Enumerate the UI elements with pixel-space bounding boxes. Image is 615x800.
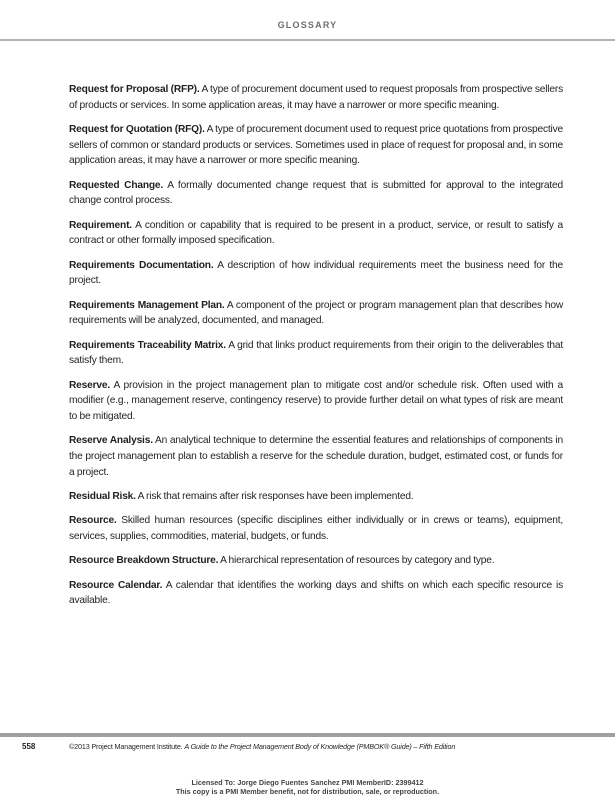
header-divider: [0, 39, 615, 41]
glossary-entry-requirements-documentation: [69, 258, 563, 289]
glossary-entries: [69, 82, 563, 618]
entry-definition: A condition or capability that is required to be present in a product, service, or result to satisfy a contract or other formally imposed specification.: [69, 219, 563, 247]
entry-definition: A type of procurement document used to request price quotations from prospective sellers of common or standard products or services. Sometimes used in place of request for proposal and, in some application areas, it may have a narrower or more specific meaning.: [69, 124, 563, 167]
copyright-notice: ©2013 Project Management Institute.: [69, 742, 183, 751]
entry-definition: A description of how individual requirements meet the business need for the project.: [69, 259, 563, 287]
entry-term: Request for Proposal (RFP).: [69, 84, 200, 95]
glossary-entry-rfp: [69, 82, 563, 113]
glossary-entry-requirements-management-plan: [69, 298, 563, 329]
glossary-entry-requested-change: [69, 178, 563, 209]
glossary-entry-requirement: [69, 218, 563, 249]
entry-definition: A hierarchical representation of resources by category and type.: [220, 555, 495, 567]
entry-definition: A type of procurement document used to request proposals from prospective sellers of products or services. In some application areas, it may have a narrower or more specific meaning.: [69, 84, 563, 111]
entry-term: Reserve.: [69, 379, 111, 391]
entry-term: Requirements Management Plan.: [69, 299, 225, 311]
entry-definition: An analytical technique to determine the essential features and relationships of components in the project management plan to establish a reserve for the schedule duration, budget, estimated cost, or funds for a project.: [69, 435, 563, 478]
entry-term: Requirements Documentation.: [69, 259, 214, 271]
glossary-entry-reserve-analysis: [69, 433, 563, 480]
entry-term: Resource Calendar.: [69, 579, 163, 591]
entry-definition: A component of the project or program management plan that describes how requirements will be analyzed, documented, and managed.: [69, 299, 564, 327]
entry-definition: A grid that links product requirements from their origin to the deliverables that satisfy them.: [69, 339, 564, 367]
glossary-entry-rfq: [69, 122, 563, 169]
entry-definition: Skilled human resources (specific disciplines either individually or in crews or teams), equipment, services, supplies, commodities, material, budgets, or funds.: [69, 515, 563, 543]
entry-term: Residual Risk.: [69, 491, 136, 503]
license-notice: [0, 779, 615, 796]
license-line-1: Licensed To: Jorge Diego Fuentes Sanchez PMI MemberID: 2399412: [191, 778, 424, 787]
glossary-entry-resource: [69, 513, 563, 544]
entry-term: Reserve Analysis.: [69, 435, 153, 447]
entry-term: Requirements Traceability Matrix.: [69, 339, 226, 351]
glossary-entry-requirements-traceability-matrix: [69, 338, 563, 369]
glossary-entry-resource-breakdown-structure: [69, 553, 563, 569]
glossary-entry-residual-risk: [69, 489, 563, 505]
entry-term: Request for Quotation (RFQ).: [69, 124, 205, 135]
book-title: A Guide to the Project Management Body of Knowledge (PMBOK® Guide) – Fifth Edition: [184, 742, 456, 751]
entry-term: Requested Change.: [69, 179, 164, 191]
entry-term: Requirement.: [69, 219, 132, 231]
glossary-entry-resource-calendar: [69, 578, 563, 609]
footer-copyright-line: [69, 742, 589, 751]
footer-divider: [0, 733, 615, 737]
entry-definition: A calendar that identifies the working days and shifts on which each specific resource is available.: [69, 579, 563, 607]
entry-term: Resource Breakdown Structure.: [69, 555, 219, 567]
license-line-2: This copy is a PMI Member benefit, not for distribution, sale, or reproduction.: [175, 786, 440, 796]
glossary-entry-reserve: [69, 378, 563, 425]
page-number: 558: [22, 742, 36, 751]
entry-definition: A provision in the project management plan to mitigate cost and/or schedule risk. Often used with a modifier (e.g., management reserve, contingency reserve) to provide further detail on what types of risk are meant to be mitigated.: [69, 379, 563, 423]
entry-term: Resource.: [69, 515, 117, 527]
running-header-title: GLOSSARY: [277, 20, 338, 30]
entry-definition: A risk that remains after risk responses have been implemented.: [137, 491, 414, 503]
entry-definition: A formally documented change request that is submitted for approval to the integrated change control process.: [69, 179, 564, 207]
